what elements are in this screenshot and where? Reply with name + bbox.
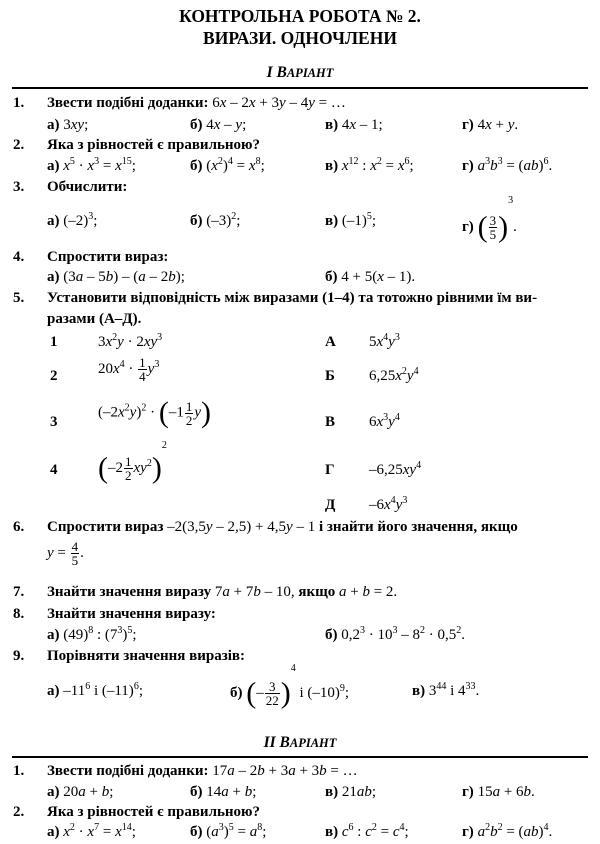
question-number: 5.: [13, 290, 25, 306]
option-c: в) $c^6$ : $c^2 = c^4$;: [325, 822, 409, 840]
option-d: г) $a^2b^2 = (ab)^4$.: [462, 822, 553, 840]
option-b: б) 14a + b;: [190, 784, 257, 800]
option-b: б) $(-3)^2$;: [190, 211, 241, 229]
option-b: б) 4 + 5(x – 1).: [325, 269, 416, 285]
match-right-letter: В: [325, 414, 336, 430]
question-number: 3.: [13, 179, 25, 195]
option-b: б) $0,2^3 \cdot 10^3 - 8^2 \cdot 0,5^2$.: [325, 625, 465, 643]
match-right-expr: $-6x^4y^3$: [369, 495, 408, 513]
v2-question-2-text: Яка з рівностей є правильною?: [47, 804, 261, 820]
option-a: а) $x^5 \cdot x^3 = x^{15}$;: [47, 156, 136, 174]
divider: [12, 87, 588, 89]
option-a: а) (3a – 5b) – (a – 2b);: [47, 269, 185, 285]
option-c: в) $3^{44}$ і $4^{33}$.: [412, 681, 480, 699]
option-a: а) $(49)^8$ : $(7^3)^5$;: [47, 625, 137, 643]
divider: [12, 756, 588, 758]
question-number: 6.: [13, 519, 25, 535]
option-a: а) $(-2)^3$;: [47, 211, 98, 229]
page-title: КОНТРОЛЬНА РОБОТА № 2.: [179, 6, 421, 26]
question-number: 7.: [13, 584, 25, 600]
match-left-number: 1: [50, 334, 58, 350]
question-number: 1.: [13, 763, 25, 779]
question-number: 1.: [13, 95, 25, 111]
match-right-expr: $6,25x^2y^4$: [369, 366, 419, 384]
question-9-text: Порівняти значення виразів:: [47, 648, 246, 664]
question-2-text: Яка з рівностей є правильною?: [47, 137, 261, 153]
option-b: б) 4x – y;: [190, 117, 247, 133]
match-right-letter: Г: [325, 462, 335, 478]
question-3-text: Обчислити:: [47, 179, 128, 195]
question-1-text: Звести подібні доданки: 6x – 2x + 3y – 4y = …: [47, 95, 346, 111]
option-c: в) 21ab;: [325, 784, 377, 800]
option-d: г) 15a + 6b.: [462, 784, 535, 800]
match-left-number: 4: [50, 462, 58, 478]
match-left-expr: $20x^4$ · $\frac{1}{4}$ $y^3$: [98, 355, 160, 384]
option-c: в) $x^{12}$ : $x^2 = x^6$;: [325, 156, 414, 174]
option-b: б) $(a^3)^5 = a^8$;: [190, 822, 267, 840]
option-a: а) $x^2 \cdot x^7 = x^{14}$;: [47, 822, 136, 840]
variant-1-label: І ВАРІАНТ: [266, 64, 334, 81]
match-left-expr: $3x^2y \cdot 2xy^3$: [98, 332, 163, 350]
question-number: 9.: [13, 648, 25, 664]
match-right-letter: Д: [325, 497, 336, 513]
match-left-number: 3: [50, 414, 58, 430]
match-right-expr: $-6,25xy^4$: [369, 460, 422, 478]
question-number: 2.: [13, 804, 25, 820]
question-7-text: Знайти значення виразу 7a + 7b – 10, якщо a + b = 2.: [47, 584, 398, 600]
question-number: 8.: [13, 606, 25, 622]
option-a: а) $-11^6$ і $(-11)^6$;: [47, 681, 143, 699]
v2-question-1-text: Звести подібні доданки: 17a – 2b + 3a + 3b = …: [47, 763, 358, 779]
option-a: а) 3xy;: [47, 117, 89, 133]
variant-2-label: ІІ ВАРІАНТ: [263, 734, 337, 751]
option-b: б) $(x^2)^4 = x^8$;: [190, 156, 265, 174]
question-6-line-1: Спростити вираз –2(3,5y – 2,5) + 4,5y – 1 і знайти його значення, якщо: [47, 519, 518, 535]
option-d: г) ( $\frac{3}{5}$ )$^3$.: [462, 195, 517, 244]
question-5-line-2: разами (А–Д).: [47, 311, 142, 327]
question-number: 4.: [13, 249, 25, 265]
question-6-line-2: y = $\frac{4}{5}$ .: [47, 539, 84, 568]
question-8-text: Знайти значення виразу:: [47, 606, 216, 622]
match-left-expr: $(-2x^2y)^2 \cdot (-1$ $\frac{1}{2}$ y): [98, 396, 212, 429]
option-d: г) $a^3b^3 = (ab)^6$.: [462, 156, 553, 174]
option-c: в) 4x – 1;: [325, 117, 383, 133]
option-b: б) (– $\frac{3}{22}$ )$^4$ і $(-10)^9$;: [230, 663, 350, 710]
option-d: г) 4x + y.: [462, 117, 519, 133]
question-5-line-1: Установити відповідність між виразами (1–4) та тотожно рівними їм ви-: [47, 290, 538, 306]
match-right-expr: $5x^4y^3$: [369, 332, 400, 350]
option-a: а) 20a + b;: [47, 784, 114, 800]
page-subtitle: ВИРАЗИ. ОДНОЧЛЕНИ: [203, 28, 397, 48]
match-right-expr: $6x^3y^4$: [369, 412, 400, 430]
question-number: 2.: [13, 137, 25, 153]
match-left-expr: (–2 $\frac{1}{2}$ $xy^2)^2$: [98, 440, 167, 485]
question-4-text: Спростити вираз:: [47, 249, 169, 265]
option-c: в) $(-1)^5$;: [325, 211, 377, 229]
match-left-number: 2: [50, 368, 58, 384]
match-right-letter: Б: [325, 368, 335, 384]
match-right-letter: А: [325, 334, 336, 350]
